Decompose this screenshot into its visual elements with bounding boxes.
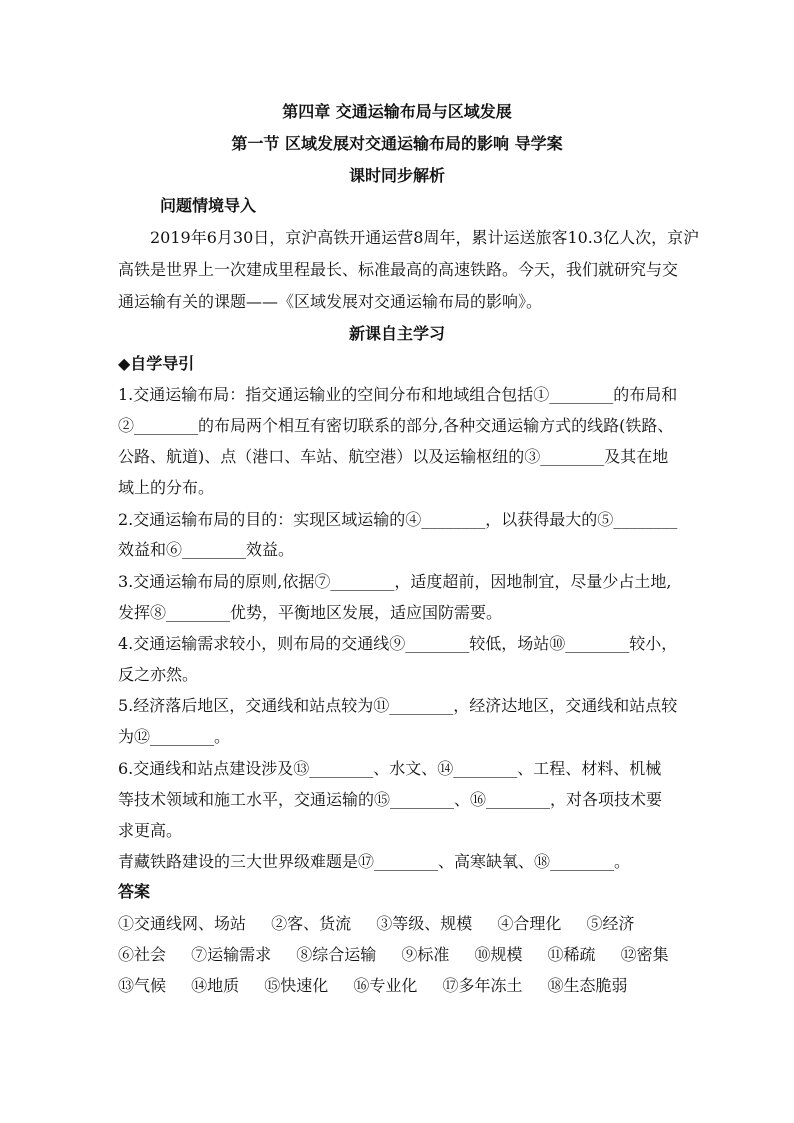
body-line: 1.交通运输布局：指交通运输业的空间分布和地域组合包括①________的布局和 (118, 385, 678, 404)
answer-item: ⑦运输需求 (191, 945, 272, 964)
answer-item: ⑥社会 (118, 945, 167, 964)
body-line: 效益和⑥________效益。 (118, 540, 295, 559)
body-line: 求更高。 (118, 821, 183, 840)
intro-line: 高铁是世界上一次建成里程最长、标准最高的高速铁路。今天，我们就研究与交 (118, 260, 679, 279)
intro-line: 2019年6月30日，京沪高铁开通运营8周年，累计运送旅客10.3亿人次，京沪 (150, 228, 700, 247)
answers-row-3 (118, 976, 648, 996)
answer-item: ②客、货流 (271, 914, 352, 933)
answer-item: ⑯专业化 (353, 976, 418, 995)
answer-item: ⑩规模 (474, 945, 523, 964)
body-line: 6.交通线和站点建设涉及⑬________、水文、⑭________、工程、材料、机械 (118, 759, 662, 778)
answer-heading: 答案 (118, 882, 151, 901)
answer-item: ⑬气候 (118, 976, 167, 995)
answer-item: ④合理化 (497, 914, 562, 933)
answer-item: ⑧综合运输 (296, 945, 377, 964)
body-line: 4.交通运输需求较小，则布局的交通线⑨________较低，场站⑩________较小， (118, 634, 678, 653)
body-line: 发挥⑧________优势，平衡地区发展，适应国防需要。 (118, 603, 503, 622)
answer-item: ①交通线网、场站 (118, 914, 247, 933)
answer-item: ⑤经济 (586, 914, 635, 933)
body-line: 5.经济落后地区，交通线和站点较为⑪________，经济达地区，交通线和站点较 (118, 696, 678, 715)
answers-row-1 (118, 914, 654, 934)
intro-line: 通运输有关的课题——《区域发展对交通运输布局的影响》。 (118, 292, 543, 311)
answer-item: ⑮快速化 (264, 976, 329, 995)
answer-item: ⑱生态脆弱 (547, 976, 628, 995)
body-line: 反之亦然。 (118, 665, 199, 684)
body-line: 域上的分布。 (118, 478, 215, 497)
body-line: 2.交通运输布局的目的：实现区域运输的④________，以获得最大的⑤________ (118, 510, 678, 529)
body-line: 公路、航道)、点（港口、车站、航空港）以及运输枢纽的③________及其在地 (118, 447, 669, 466)
guide-heading: ◆自学导引 (118, 354, 195, 373)
answer-item: ⑰多年冻土 (442, 976, 523, 995)
intro-heading: 问题情境导入 (160, 196, 257, 215)
answer-item: ③等级、规模 (376, 914, 473, 933)
answer-item: ⑪稀疏 (547, 945, 596, 964)
sync-title: 课时同步解析 (348, 166, 445, 185)
body-line: 为⑫________。 (118, 727, 231, 746)
section-title: 第一节 区域发展对交通运输布局的影响 导学案 (231, 134, 563, 153)
answer-item: ⑨标准 (401, 945, 450, 964)
body-line: 等技术领域和施工水平，交通运输的⑮________、⑯________，对各项技术要 (118, 790, 663, 809)
body-line: 3.交通运输布局的原则,依据⑦________，适度超前，因地制宜，尽量少占土地, (118, 572, 672, 591)
chapter-title: 第四章 交通运输布局与区域发展 (282, 102, 512, 121)
new-lesson-heading: 新课自主学习 (348, 324, 445, 343)
body-line: ②________的布局两个相互有密切联系的部分,各种交通运输方式的线路(铁路、 (118, 416, 674, 435)
answer-item: ⑭地质 (191, 976, 240, 995)
answer-item: ⑫密集 (620, 945, 669, 964)
answers-row-2 (118, 945, 689, 965)
body-line: 青藏铁路建设的三大世界级难题是⑰________、高寒缺氧、⑱________。 (118, 852, 631, 871)
